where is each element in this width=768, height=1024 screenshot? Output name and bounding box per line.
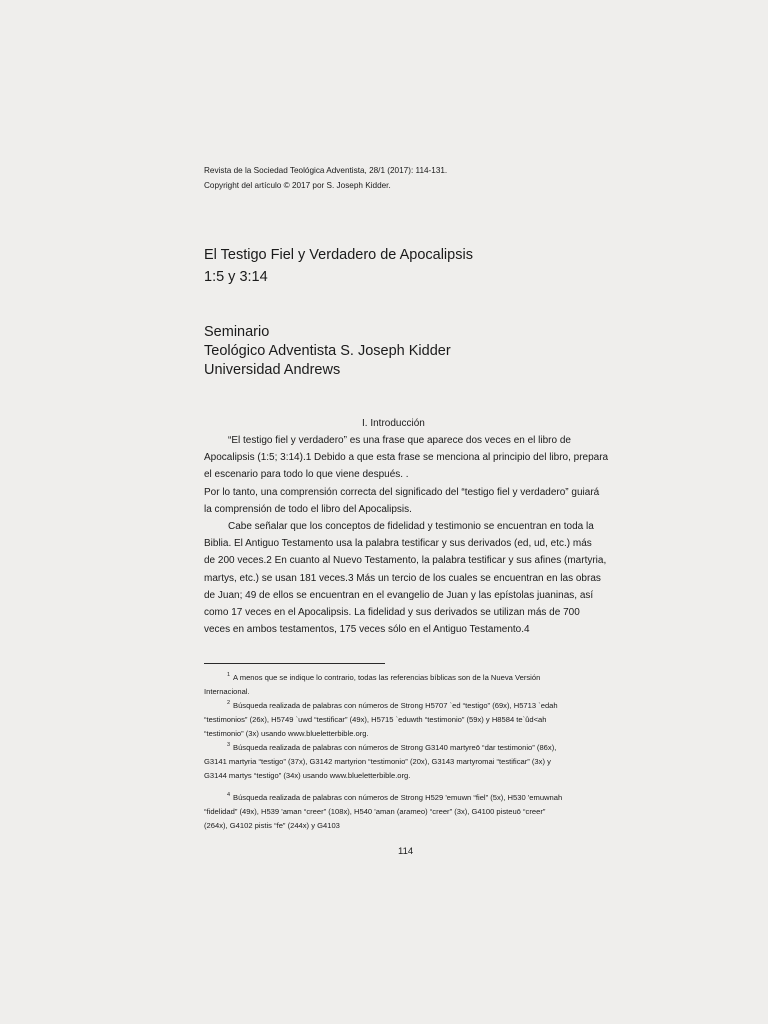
footnote-marker: 3 <box>226 742 230 748</box>
body-line: martys, etc.) se usan 181 veces.3 Más un tercio de los cuales se encuentran en las obras <box>204 572 601 584</box>
author-line-2: Teológico Adventista S. Joseph Kidder <box>204 343 451 359</box>
body-line: de 200 veces.2 En cuanto al Nuevo Testamento, la palabra testificar y sus afines (martyria, <box>204 555 607 567</box>
footnote-2 <box>204 696 614 741</box>
body-line: de Juan; 49 de ellos se encuentran en el evangelio de Juan y las epístolas juaninas, así <box>204 589 594 601</box>
footnote-line: A menos que se indique lo contrario, todas las referencias bíblicas son de la Nueva Versión <box>233 673 541 682</box>
journal-citation: Revista de la Sociedad Teológica Adventista, 28/1 (2017): 114-131. <box>204 166 448 175</box>
body-line: Por lo tanto, una comprensión correcta del significado del “testigo fiel y verdadero” guiará <box>204 486 600 498</box>
article-title-line-1: El Testigo Fiel y Verdadero de Apocalipsis <box>204 247 473 263</box>
body-line: “El testigo fiel y verdadero” es una frase que aparece dos veces en el libro de <box>228 435 571 446</box>
body-line: Biblia. El Antiguo Testamento usa la palabra testificar y sus derivados (ed, ud, etc.) más <box>204 538 592 550</box>
section-heading: I. Introducción <box>362 418 425 429</box>
body-line: como 17 veces en el Apocalipsis. La fidelidad y sus derivados se utilizan más de 700 <box>204 607 580 619</box>
body-line: veces en ambos testamentos, 175 veces sólo en el Antiguo Testamento.4 <box>204 624 530 636</box>
footnote-3 <box>204 738 614 783</box>
footnote-4 <box>204 788 614 833</box>
footnote-line: “fidelidad” (49x), H539 'aman “creer” (108x), H540 'aman (arameo) “creer” (3x), G4100 pisteuō “creer” <box>204 807 546 816</box>
footnote-marker: 2 <box>226 700 230 706</box>
body-line: Cabe señalar que los conceptos de fidelidad y testimonio se encuentran en toda la <box>228 521 594 533</box>
footnote-marker: 4 <box>226 792 230 798</box>
body-line: la comprensión de todo el libro del Apocalipsis. <box>204 503 412 515</box>
footnote-line: (264x), G4102 pistis “fe” (244x) y G4103 <box>204 821 340 830</box>
footnote-line: “testimonio” (3x) usando www.blueletterbible.org. <box>204 729 369 738</box>
footnote-line: Búsqueda realizada de palabras con números de Strong H5707 `ed “testigo” (69x), H5713 `edah <box>233 701 558 710</box>
footnote-marker: 1 <box>226 672 230 678</box>
footnote-line: “testimonios” (26x), H5749 `uwd “testificar” (49x), H5715 `eduwth “testimonio” (59x) y H8584 te`ûd<ah <box>204 715 547 724</box>
author-line-3: Universidad Andrews <box>204 362 341 378</box>
body-line: el escenario para todo lo que viene después. . <box>204 469 409 481</box>
footnote-line: Búsqueda realizada de palabras con números de Strong G3140 martyreō “dar testimonio” (86x), <box>233 743 557 752</box>
footnote-line: G3144 martys “testigo” (34x) usando www.blueletterbible.org. <box>204 771 411 780</box>
author-line-1: Seminario <box>204 324 270 340</box>
footnote-1 <box>204 668 614 699</box>
copyright-notice: Copyright del artículo © 2017 por S. Joseph Kidder. <box>204 181 391 190</box>
footnote-line: Búsqueda realizada de palabras con números de Strong H529 'emuwn “fiel” (5x), H530 'emuwnah <box>233 793 563 802</box>
article-title-line-2: 1:5 y 3:14 <box>204 269 268 285</box>
page-number: 114 <box>398 846 414 857</box>
body-line: Apocalipsis (1:5; 3:14).1 Debido a que esta frase se menciona al principio del libro, prepara <box>204 452 609 464</box>
body-text <box>204 432 614 638</box>
footnote-line: Internacional. <box>204 687 250 696</box>
footnote-line: G3141 martyria “testigo” (37x), G3142 martyrion “testimonio” (20x), G3143 martyromai “testificar” (3x) y <box>204 757 551 766</box>
footnote-separator <box>204 663 385 664</box>
